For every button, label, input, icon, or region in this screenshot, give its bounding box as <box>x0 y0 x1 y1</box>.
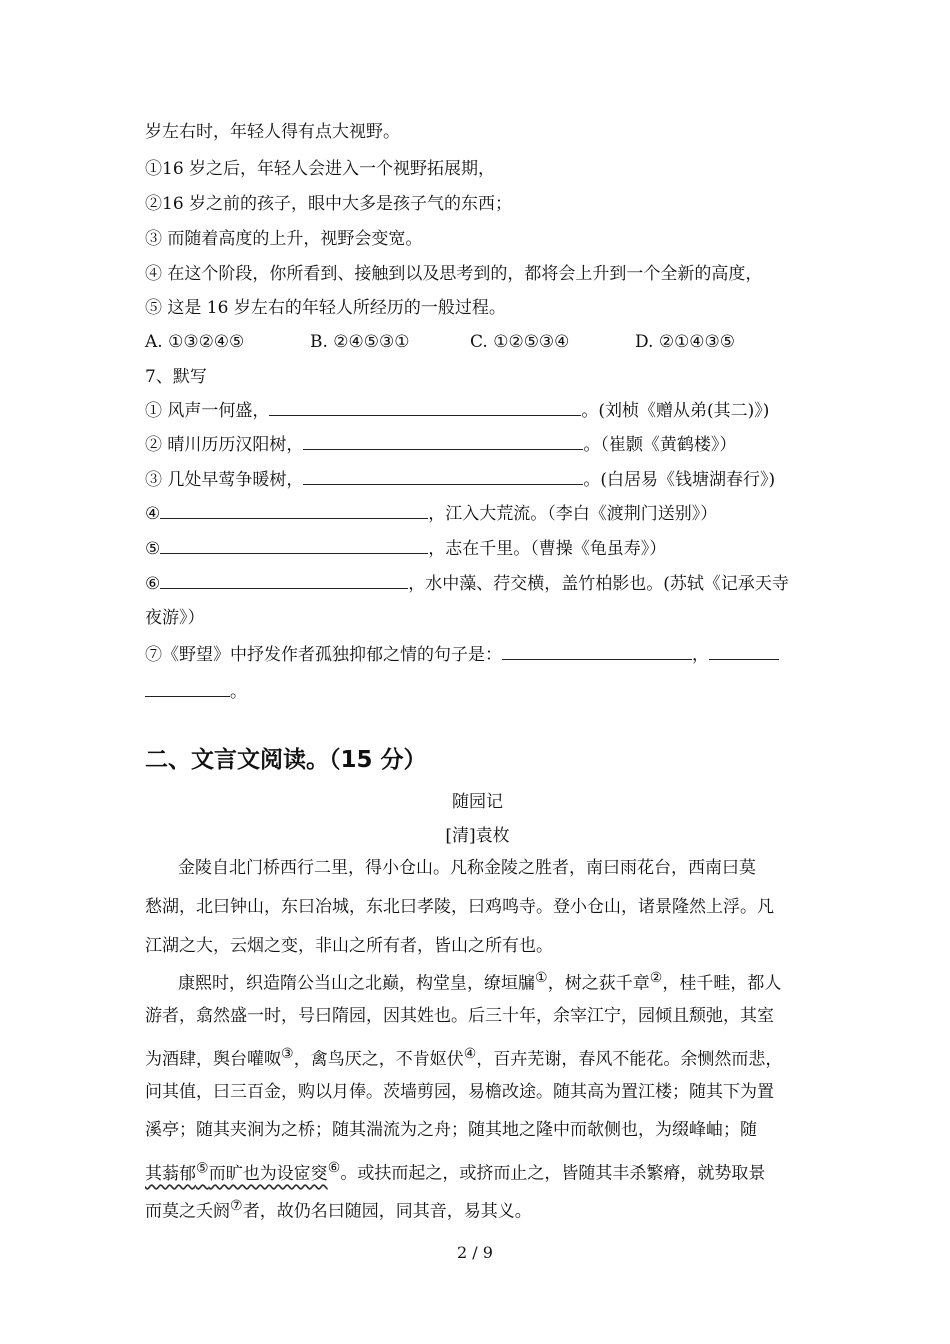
text: 其蓊郁 <box>145 1163 196 1184</box>
dictation-item-1 <box>145 399 810 423</box>
item-text: ⑤ <box>145 539 161 559</box>
item-text: ③ 几处早莺争暖树， <box>145 470 304 490</box>
item-text: 。 <box>230 682 247 702</box>
text: 为酒肆，舆台嚾呶 <box>145 1049 281 1070</box>
dictation-item-5 <box>145 537 810 561</box>
text: 。或扶而起之，或挤而止之，皆随其丰杀繁瘠，就势取景 <box>340 1163 766 1184</box>
item-text: ⑥ <box>145 574 161 594</box>
footnote-marker: ① <box>535 970 548 986</box>
text: 而旷也为设宧窔 <box>208 1163 328 1184</box>
answer-blank[interactable] <box>145 680 230 697</box>
item-source: 。(刘桢《赠从弟(其二)》) <box>581 401 770 421</box>
footnote-marker: ⑤ <box>196 1160 209 1176</box>
text-line: 岁左右时，年轻人得有点大视野。 <box>145 122 400 142</box>
question-7-title: 7、默写 <box>145 367 207 387</box>
item-text: ， <box>692 645 709 665</box>
dictation-item-3 <box>145 468 810 492</box>
footnote-marker: ③ <box>281 1046 294 1062</box>
item-source: ，江入大荒流。（李白《渡荆门送别》） <box>428 504 718 524</box>
answer-blank[interactable] <box>303 468 583 485</box>
paragraph-2-line <box>145 1156 810 1186</box>
text: ，百卉芜谢，春风不能花。余恻然而悲， <box>476 1049 783 1070</box>
paragraph-2-line <box>145 1194 810 1224</box>
dictation-item-6-cont: 夜游》） <box>145 608 205 628</box>
sentence-1: ①16 岁之后，年轻人会进入一个视野拓展期， <box>145 159 496 179</box>
footnote-marker: ② <box>649 970 663 986</box>
item-source: 。(白居易《钱塘湖春行》) <box>583 470 776 490</box>
answer-blank[interactable] <box>160 537 428 554</box>
paragraph-2-line: 游者，翕然盛一时，号曰隋园，因其姓也。后三十年，余宰江宁，园倾且颓弛，其室 <box>145 1006 774 1026</box>
paragraph-2-line: 溪亭；随其夹涧为之桥；随其湍流为之舟；随其地之隆中而欹侧也，为缀峰岫；随 <box>145 1120 757 1140</box>
text: 者，故仍名曰随园，同其音，易其义。 <box>242 1201 532 1222</box>
item-source: ，水中藻、荇交横，盖竹柏影也。(苏轼《记承天寺 <box>408 574 789 594</box>
footnote-marker: ⑦ <box>230 1198 243 1214</box>
sentence-3: ③ 而随着高度的上升，视野会变宽。 <box>145 229 423 249</box>
sentence-2: ②16 岁之前的孩子，眼中大多是孩子气的东西； <box>145 194 513 214</box>
option-b: B. ②④⑤③① <box>310 332 410 352</box>
answer-blank[interactable] <box>303 433 583 450</box>
sentence-5: ⑤ 这是 16 岁左右的年轻人所经历的一般过程。 <box>145 298 506 318</box>
text: ，桂千畦，都人 <box>662 973 782 994</box>
wavy-underlined-text <box>145 1160 328 1184</box>
dictation-item-6 <box>145 572 810 596</box>
page-number: 2 / 9 <box>457 1243 493 1262</box>
answer-blank[interactable] <box>709 643 779 660</box>
article-author: [清]袁枚 <box>445 826 510 846</box>
dictation-item-2 <box>145 433 810 457</box>
article-title: 随园记 <box>452 792 503 812</box>
option-c: C. ①②⑤③④ <box>470 332 570 352</box>
dictation-item-7-cont <box>145 680 810 704</box>
paragraph-1-line: 愁湖，北曰钟山，东曰冶城，东北曰孝陵，曰鸡鸣寺。登小仓山，诸景隆然上浮。凡 <box>145 897 774 917</box>
text: ，树之荻千章 <box>547 973 650 994</box>
answer-blank[interactable] <box>160 502 428 519</box>
answer-blank[interactable] <box>269 399 581 416</box>
item-source: 。（崔颢《黄鹤楼》） <box>583 435 737 455</box>
item-text: ④ <box>145 504 161 524</box>
answer-blank[interactable] <box>160 572 408 589</box>
paragraph-1-line: 金陵自北门桥西行二里，得小仓山。凡称金陵之胜者，南曰雨花台，西南曰莫 <box>178 858 756 878</box>
option-a: A. ①③②④⑤ <box>145 332 245 352</box>
text: 而莫之夭阏 <box>145 1201 230 1222</box>
section-title: 二、文言文阅读。（15 分） <box>145 747 427 773</box>
sentence-4: ④ 在这个阶段，你所看到、接触到以及思考到的，都将会上升到一个全新的高度， <box>145 264 763 284</box>
text: ，禽鸟厌之，不肯妪伏 <box>293 1049 464 1070</box>
item-text: ① 风声一何盛， <box>145 401 270 421</box>
answer-options <box>145 330 810 354</box>
item-text: ⑦《野望》中抒发作者孤独抑郁之情的句子是： <box>145 645 502 665</box>
item-source: ，志在千里。（曹操《龟虽寿》） <box>428 539 667 559</box>
paragraph-2-line <box>178 966 810 996</box>
text: 康熙时，织造隋公当山之北巅，构堂皇，缭垣牖 <box>178 973 535 994</box>
paragraph-2-line: 问其值，曰三百金，购以月俸。茨墙剪园，易檐改途。随其高为置江楼；随其下为置 <box>145 1082 774 1102</box>
option-d: D. ②①④③⑤ <box>635 332 736 352</box>
footnote-marker: ⑥ <box>327 1160 341 1176</box>
item-text: ② 晴川历历汉阳树， <box>145 435 304 455</box>
dictation-item-4 <box>145 502 810 526</box>
paragraph-1-line: 江湖之大，云烟之变，非山之所有者，皆山之所有也。 <box>145 936 553 956</box>
dictation-item-7 <box>145 643 810 667</box>
answer-blank[interactable] <box>502 643 692 660</box>
paragraph-2-line <box>145 1042 810 1072</box>
footnote-marker: ④ <box>463 1046 477 1062</box>
